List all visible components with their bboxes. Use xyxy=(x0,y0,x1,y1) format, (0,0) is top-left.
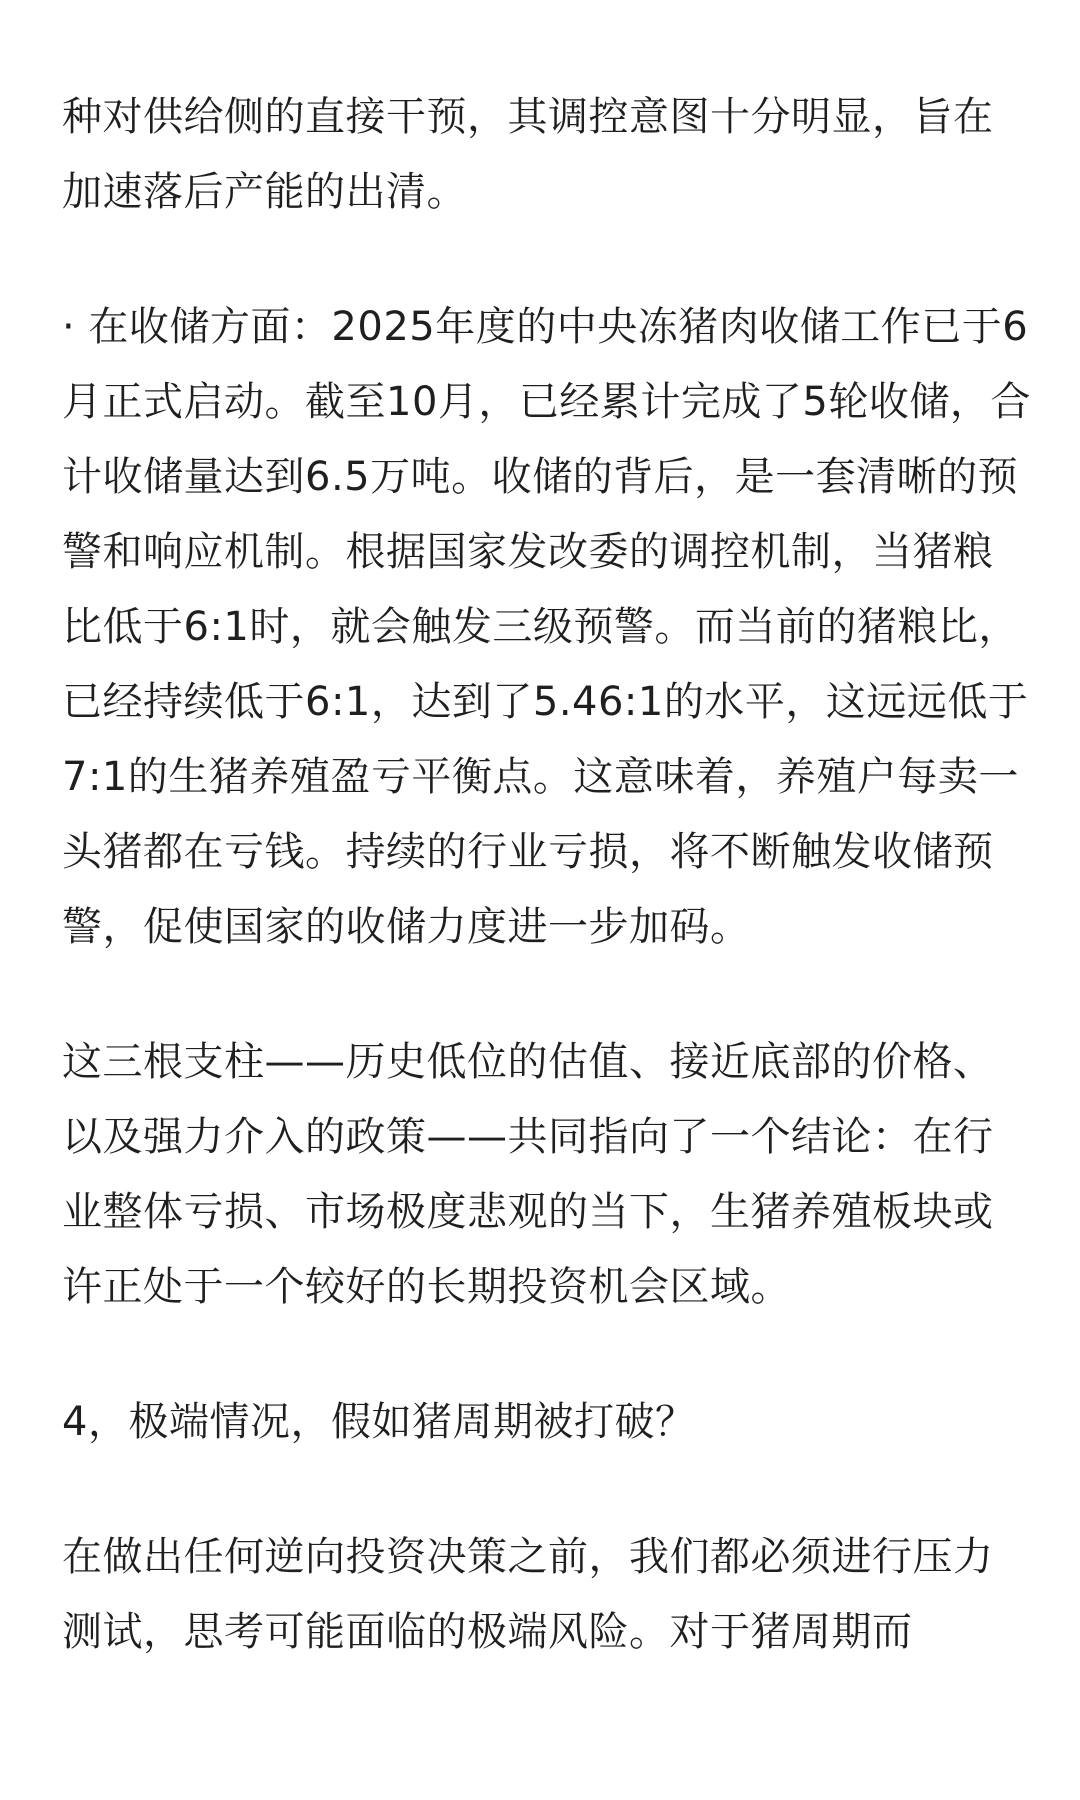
section-heading-extreme-case: 4，极端情况，假如猪周期被打破？ xyxy=(62,1399,696,1445)
article-body xyxy=(62,80,1032,1670)
paragraph-three-pillars: 这三根支柱——历史低位的估值、接近底部的价格、以及强力介入的政策——共同指向了一个结论：在行业整体亏损、市场极度悲观的当下，生猪养殖板块或许正处于一个较好的长期投资机会区域。 xyxy=(62,1039,994,1310)
paragraph-stress-test: 在做出任何逆向投资决策之前，我们都必须进行压力测试，思考可能面临的极端风险。对于猪周期而 xyxy=(62,1534,994,1655)
paragraph-stockpiling: · 在收储方面：2025年度的中央冻猪肉收储工作已于6月正式启动。截至10月，已经累计完成了5轮收储，合计收储量达到6.5万吨。收储的背后，是一套清晰的预警和响应机制。根据国家发改委的调控机制，当猪粮比低于6:1时，就会触发三级预警。而当前的猪粮比，已经持续低于6:1，达到了5.46:1的水平，这远远低于7:1的生猪养殖盈亏平衡点。这意味着，养殖户每卖一头猪都在亏钱。持续的行业亏损，将不断触发收储预警，促使国家的收储力度进一步加码。 xyxy=(62,304,1031,950)
paragraph-supply-intervention: 种对供给侧的直接干预，其调控意图十分明显，旨在加速落后产能的出清。 xyxy=(62,94,994,215)
